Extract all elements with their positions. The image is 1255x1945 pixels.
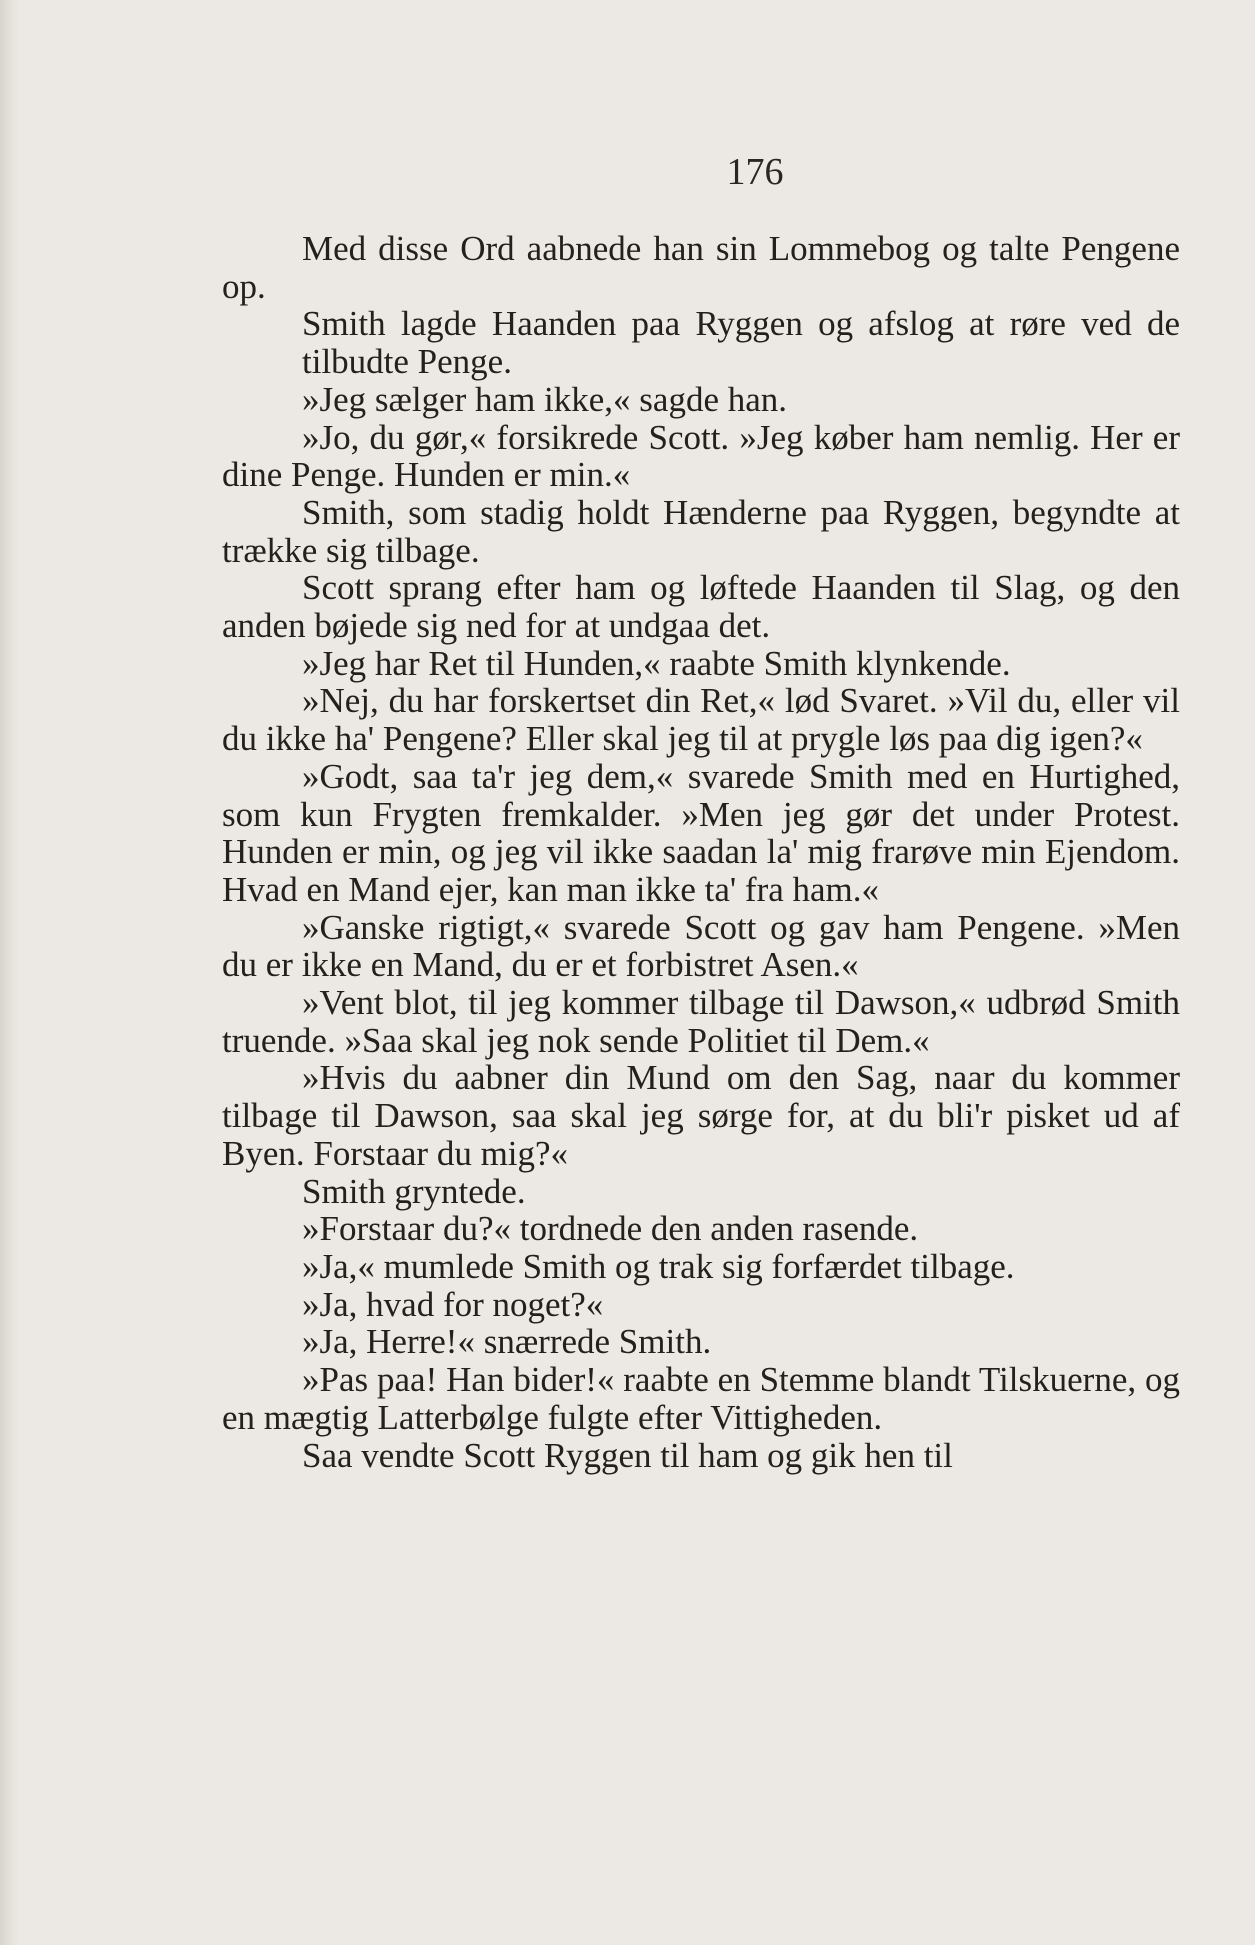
paragraph: Med disse Ord aabnede han sin Lommebog og talte Pengene op. [222, 229, 1180, 306]
paragraph: Smith, som stadig holdt Hænderne paa Ryggen, begyndte at trække sig tilbage. [222, 492, 1180, 570]
paragraph: Scott sprang efter ham og løftede Haanden til Slag, og den anden bøjede sig ned for at undgaa det. [222, 568, 1180, 646]
paragraph: »Jeg har Ret til Hunden,« raabte Smith klynkende. [302, 643, 1011, 683]
paragraph: Smith lagde Haanden paa Ryggen og afslog at røre ved de tilbudte Penge. [302, 304, 1180, 382]
paragraph: »Godt, saa ta'r jeg dem,« svarede Smith med en Hurtighed, som kun Frygten fremkalder. »Men jeg gør det under Protest. Hunden er min, og jeg vil ikke saadan la' mig frarøve min Ejendom. Hvad en Mand ejer, kan man ikke ta' fra ham.« [222, 756, 1180, 909]
paragraph: »Forstaar du?« tordnede den anden rasende. [302, 1209, 919, 1249]
paragraph: »Jo, du gør,« forsikrede Scott. »Jeg køber ham nemlig. Her er dine Penge. Hunden er min.« [222, 417, 1180, 495]
paragraph: Saa vendte Scott Ryggen til ham og gik hen til [302, 1435, 953, 1475]
paragraph: »Ganske rigtigt,« svarede Scott og gav ham Pengene. »Men du er ikke en Mand, du er et forbistret Asen.« [222, 907, 1180, 985]
paragraph: »Jeg sælger ham ikke,« sagde han. [302, 379, 788, 419]
paragraph: »Ja,« mumlede Smith og trak sig forfærdet tilbage. [302, 1246, 1015, 1286]
paragraph: »Ja, hvad for noget?« [302, 1284, 604, 1324]
paragraph: »Ja, Herre!« snærrede Smith. [302, 1322, 712, 1362]
paragraph: »Hvis du aabner din Mund om den Sag, naar du kommer tilbage til Dawson, saa skal jeg sørge for, at du bli'r pisket ud af Byen. Forstaar du mig?« [222, 1058, 1180, 1173]
page-binding-edge [0, 0, 20, 1945]
paragraph: Smith gryntede. [302, 1171, 526, 1211]
page-number: 176 [726, 151, 784, 193]
paragraph: »Nej, du har forskertset din Ret,« lød Svaret. »Vil du, eller vil du ikke ha' Pengene? Eller skal jeg til at prygle løs paa dig igen?« [222, 681, 1180, 759]
paragraph: »Vent blot, til jeg kommer tilbage til Dawson,« udbrød Smith truende. »Saa skal jeg nok sende Politiet til Dem.« [222, 983, 1180, 1060]
body-text [222, 229, 1180, 1475]
paragraph: »Pas paa! Han bider!« raabte en Stemme blandt Tilskuerne, og en mægtig Latterbølge fulgte efter Vittigheden. [222, 1360, 1180, 1437]
